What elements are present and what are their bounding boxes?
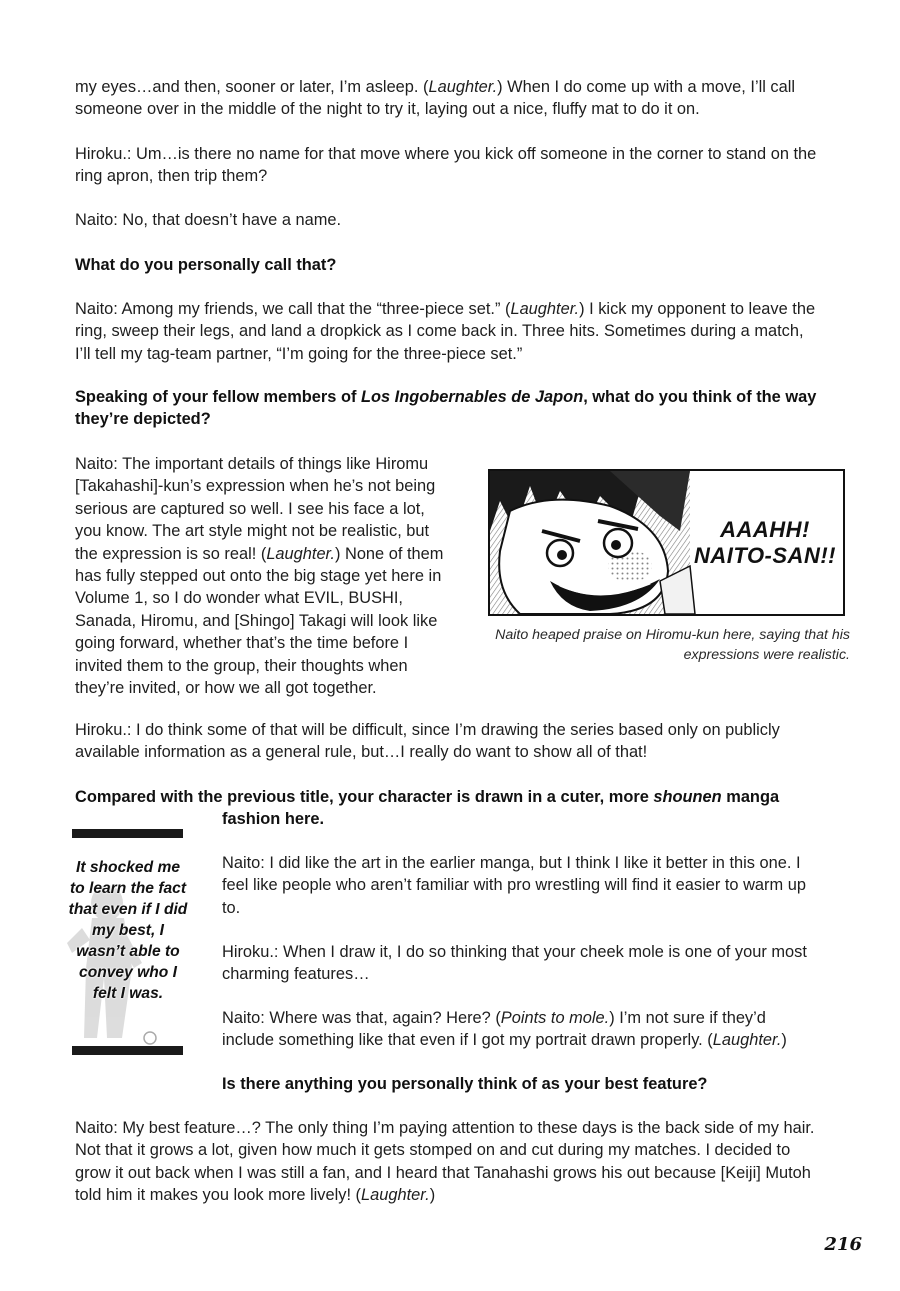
paragraph-10: Naito: My best feature…? The only thing I’m paying attention to these days is the back side of my hair. Not that it grows a lot, given how much it gets stomped on and cut during my matches. I decided to grow it out back when I was still a fan, and I heard that Tanahashi grows his out because [Keiji] Mutoh told him it makes you look more lively! (Laughter.) [75,1119,815,1205]
pullquote-top-bar [72,829,183,838]
question-2: Speaking of your fellow members of Los Ingobernables de Japon, what do you think of the way they’re depicted? [75,388,817,429]
paragraph-8: Hiroku.: When I draw it, I do so thinking that your cheek mole is one of your most charming features… [222,943,807,984]
question-1: What do you personally call that? [75,256,337,274]
paragraph-1: my eyes…and then, sooner or later, I’m asleep. (Laughter.) When I do come up with a move, I’ll call someone over in the middle of the night to try it, laying out a nice, fluffy mat to do it on. [75,78,796,119]
paragraph-9: Naito: Where was that, again? Here? (Points to mole.) I’m not sure if they’d include something like that even if I got my portrait drawn properly. (Laughter.) [222,1009,787,1050]
paragraph-7: Naito: I did like the art in the earlier manga, but I think I like it better in this one. I feel like people who aren’t familiar with pro wrestling will find it easier to warm up to. [222,854,806,917]
manga-panel [488,469,845,616]
paragraph-2: Hiroku.: Um…is there no name for that move where you kick off someone in the corner to stand on the ring apron, then trip them? [75,145,817,186]
question-3: Compared with the previous title, your character is drawn in a cuter, more shounen manga fashion here. [75,788,780,829]
paragraph-6: Hiroku.: I do think some of that will be difficult, since I’m drawing the series based only on publicly available information as a general rule, but…I really do want to show all of that! [75,721,780,762]
pullquote-bottom-bar [72,1046,183,1055]
question-4: Is there anything you personally think of as your best feature? [222,1075,708,1093]
paragraph-4: Naito: Among my friends, we call that the “three-piece set.” (Laughter.) I kick my opponent to leave the ring, sweep their legs, and land a dropkick as I come back in. Three hits. Sometimes during a match, I’ll tell my tag-team partner, “I’m going for the three-piece set.” [75,300,816,363]
pull-quote: It shocked me to learn the fact that even if I did my best, I wasn’t able to convey who I felt I was. [68,859,188,1002]
paragraph-3: Naito: No, that doesn’t have a name. [75,211,342,229]
shout-line-1: AAAHH! [720,517,810,542]
shout-line-2: NAITO-SAN!! [694,543,836,568]
paragraph-5: Naito: The important details of things like Hiromu [Takahashi]-kun’s expression when he’s not being serious are captured so well. I see his face a lot, you know. The art style might not be realistic, but the expression is so real! (Laughter.) None of them has fully stepped out onto the big stage yet here in Volume 1, so I do wonder what EVIL, BUSHI, Sanada, Hiromu, and [Shingo] Takagi will look like going forward, whether that’s the time before I invited them to the group, their thoughts when they’re invited, or how we all got together. [75,455,444,698]
page-number: 216 [824,1234,862,1255]
shout-text [690,517,840,569]
panel-caption: Naito heaped praise on Hiromu-kun here, saying that his expressions were realistic. [495,627,850,663]
